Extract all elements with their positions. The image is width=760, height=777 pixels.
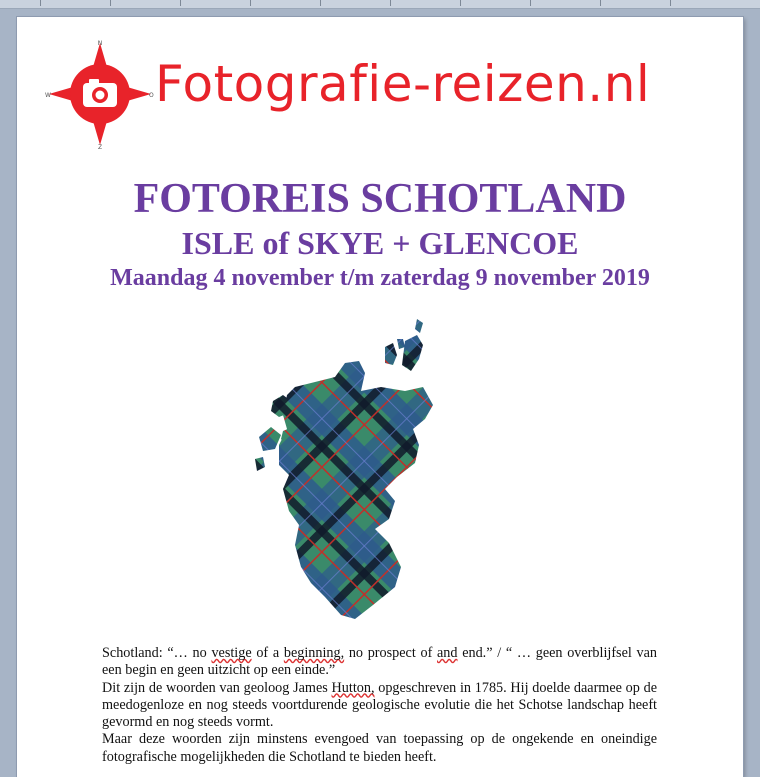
ruler	[0, 0, 760, 9]
compass-o: O	[149, 92, 154, 99]
compass-camera-icon	[45, 39, 155, 149]
page-title: FOTOREIS SCHOTLAND	[133, 176, 627, 222]
brand-name: Fotografie-reizen.nl	[155, 55, 651, 113]
trip-dates: Maandag 4 november t/m zaterdag 9 november 2019	[110, 265, 650, 291]
intro-paragraph-2: Dit zijn de woorden van geoloog James Hutton, opgeschreven in 1785. Hij doelde daarmee op de meedogenloze en nog steeds voortdurende geologische evolutie die het Schotse landschap heeft gevormd en nog steeds vormt.	[102, 679, 657, 731]
page-subtitle: ISLE of SKYE + GLENCOE	[181, 225, 579, 261]
intro-text	[102, 645, 657, 766]
compass-n: N	[97, 40, 103, 47]
scotland-tartan-map	[237, 319, 457, 639]
document-page[interactable]	[17, 17, 743, 777]
intro-paragraph-3: Maar deze woorden zijn minstens evengoed van toepassing op de ongekende en oneindige fotografische mogelijkheden die Schotland te bieden heeft.	[102, 731, 657, 765]
brand-logo	[45, 39, 725, 149]
compass-z: Z	[97, 144, 103, 149]
intro-paragraph-1: Schotland: “… no vestige of a beginning, no prospect of and end.” / “ … geen overblijfsel van een begin en geen uitzicht op een einde.”	[102, 645, 657, 679]
compass-w: W	[45, 92, 51, 99]
